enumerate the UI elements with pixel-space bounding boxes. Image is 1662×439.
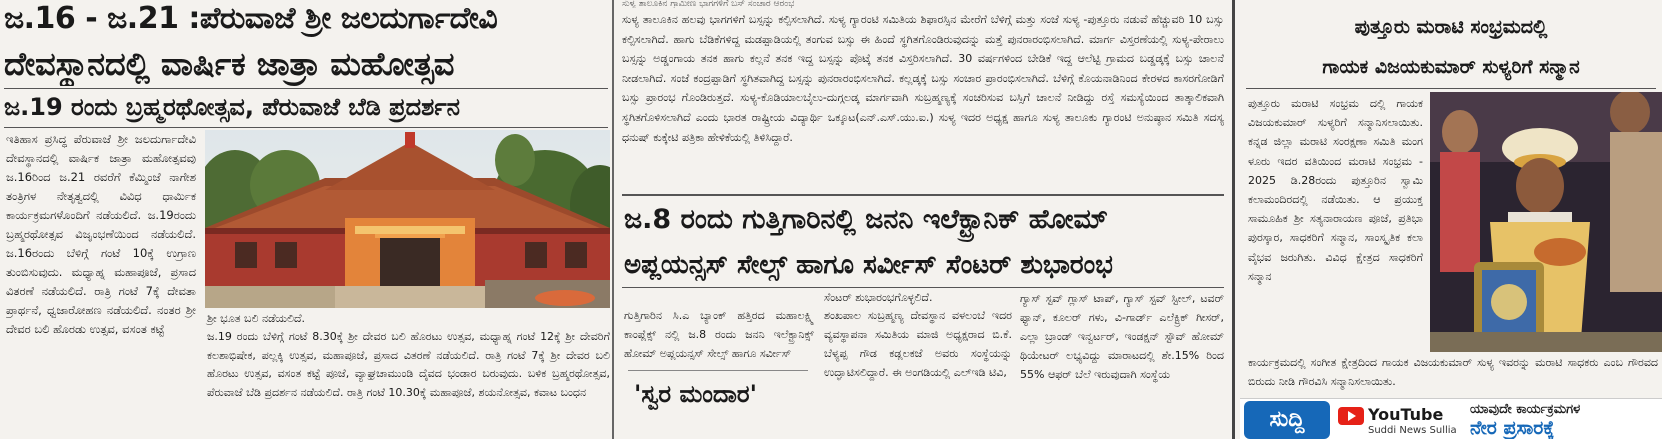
banner-tagline-1: ಯಾವುದೇ ಕಾರ್ಯಕ್ರಮಗಳ bbox=[1470, 402, 1581, 417]
headline-2: ದೇವಸ್ಥಾನದಲ್ಲಿ ವಾರ್ಷಿಕ ಜಾತ್ರಾ ಮಹೋತ್ಸವ bbox=[4, 45, 455, 83]
clipped-headline: ಸುಳ್ಯ ತಾಲೂಕಿನ ಗ್ರಾಮೀಣ ಭಾಗಗಳಿಗೆ ಬಸ್ ಸಂಚಾರ ಆರಂಭ bbox=[622, 0, 795, 8]
banner-tagline-2: ನೇರ ಪ್ರಸಾರಕ್ಕೆ bbox=[1470, 417, 1555, 439]
article-body-continued: ಕಾರ್ಯಕ್ರಮದಲ್ಲಿ ಸಂಗೀತ ಕ್ಷೇತ್ರದಿಂದ ಗಾಯಕ ವಿಜಯಕುಮಾರ್ ಸುಳ್ಯ ಇವರನ್ನು ಮರಾಟಿ ಸಾಧಕರು ಎಂಬ ಗೌರವದ ಬಿರುದು ನೀಡಿ ಗೌರವಿಸಿ ಸನ್ಮಾನಿಸಲಾಯಿತು. bbox=[1248, 356, 1658, 388]
temple-festival-article bbox=[0, 0, 612, 439]
temple-photo bbox=[205, 130, 610, 308]
felicitation-article bbox=[1240, 0, 1662, 439]
felicitation-photo bbox=[1430, 92, 1662, 352]
suddi-logo: ಸುದ್ದಿ bbox=[1244, 401, 1330, 439]
youtube-play-icon bbox=[1338, 407, 1364, 425]
subheadline: ಜ.19 ರಂದು ಬ್ರಹ್ಮರಥೋತ್ಸವ, ಪೆರುವಾಜೆ ಬೆಡಿ ಪ್ರದರ್ಶನ bbox=[4, 93, 461, 121]
column-divider bbox=[612, 0, 614, 439]
column-divider bbox=[1232, 0, 1235, 439]
electronics-article-col2: ಶಂಖಪಾಲ ಸುಬ್ರಹ್ಮಣ್ಯ ದೇವಸ್ಥಾನ ವಳಲಂಬೆ ಇದರ ವ್ಯವಸ್ಥಾಪನಾ ಸಮಿತಿಯ ಮಾಜಿ ಅಧ್ಯಕ್ಷರಾದ ಬಿ.ಕೆ. ಬೆಳ್ಯಪ್ಪ ಗೌಡ ಕಡ್ಲಲಕಜೆ ಅವರು ಸಂಸ್ಥೆಯನ್ನು ಉದ್ಘಾಟಿಸಲಿದ್ದಾರೆ. ಈ ಅಂಗಡಿಯಲ್ಲಿ ಎಲ್ಇಡಿ ಟಿವಿ, bbox=[824, 309, 1012, 379]
divider bbox=[4, 127, 608, 128]
youtube-label: YouTube bbox=[1368, 405, 1444, 424]
electronics-headline-2: ಅಪ್ಲಯನ್ಸಸ್ ಸೇಲ್ಸ್ ಹಾಗೂ ಸರ್ವೀಸ್ ಸೆಂಟರ್ ಶುಭಾರಂಭ bbox=[624, 250, 1113, 280]
electronics-article-col1: ಗುತ್ತಿಗಾರಿನ ಸಿ.ಎ ಬ್ಯಾಂಕ್ ಹತ್ತಿರದ ಮಹಾಲಕ್ಷ್ಮಿ ಕಾಂಪ್ಲೆಕ್ಸ್ ನಲ್ಲಿ ಜ.8 ರಂದು ಜನನಿ ಇಲೆಕ್ಟ್ರಾನಿಕ್ಸ್ ಹೋಮ್ ಅಪ್ಲಯನ್ಸಸ್ ಸೇಲ್ಸ್ ಹಾಗೂ ಸರ್ವೀಸ್ bbox=[624, 309, 814, 360]
photo-caption: ಶ್ರೀ ಭೂತ ಬಲಿ ನಡೆಯಲಿದೆ. bbox=[207, 312, 306, 325]
article-body: ಇತಿಹಾಸ ಪ್ರಸಿದ್ಧ ಪೆರುವಾಜೆ ಶ್ರೀ ಜಲದುರ್ಗಾದೇವಿ ದೇವಸ್ಥಾನದಲ್ಲಿ ವಾರ್ಷಿಕ ಜಾತ್ರಾ ಮಹೋತ್ಸವವು ಜ.16ರಿಂದ ಜ.21 ರವರೆಗೆ ಕೆಮ್ಮಿಂಜೆ ನಾಗೇಶ ತಂತ್ರಿಗಳ ನೇತೃತ್ವದಲ್ಲಿ ವಿವಿಧ ಧಾರ್ಮಿಕ ಕಾರ್ಯಕ್ರಮಗಳೊಂದಿಗೆ ನಡೆಯಲಿದೆ. ಜ.19ರಂದು ಬ್ರಹ್ಮರಥೋತ್ಸವ ವಿಜೃಂಭಣೆಯಿಂದ ನಡೆಯಲಿದೆ. ಜ.16ರಂದು ಬೆಳಿಗ್ಗೆ ಗಂಟೆ 10ಕ್ಕೆ ಉಗ್ರಾಣ ತುಂಬಿಸುವುದು. ಮಧ್ಯಾಹ್ನ ಮಹಾಪೂಜೆ, ಪ್ರಸಾದ ವಿತರಣೆ ನಡೆಯಲಿದೆ. ರಾತ್ರಿ ಗಂಟೆ 7ಕ್ಕೆ ದೇವತಾ ಪ್ರಾರ್ಥನೆ, ಧ್ವಜಾರೋಹಣ ನಡೆಯಲಿದೆ. ನಂತರ ಶ್ರೀ ದೇವರ ಬಲಿ ಹೊರಡು ಉತ್ಸವ, ವಸಂತ ಕಟ್ಟೆ bbox=[6, 132, 196, 336]
electronics-article-col2-top: ಸೆಂಟರ್ ಶುಭಾರಂಭಗೊಳ್ಳಲಿದೆ. bbox=[824, 291, 933, 304]
article-body-continued: ಜ.19 ರಂದು ಬೆಳಿಗ್ಗೆ ಗಂಟೆ 8.30ಕ್ಕೆ ಶ್ರೀ ದೇವರ ಬಲಿ ಹೊರಟು ಉತ್ಸವ, ಮಧ್ಯಾಹ್ನ ಗಂಟೆ 12ಕ್ಕೆ ಶ್ರೀ ದೇವರಿಗೆ ಕಲಶಾಭಿಷೇಕ, ಪಲ್ಲಕ್ಕಿ ಉತ್ಸವ, ಮಹಾಪೂಜೆ, ಪ್ರಸಾದ ವಿತರಣೆ ನಡೆಯಲಿದೆ. ರಾತ್ರಿ ಗಂಟೆ 7ಕ್ಕೆ ಶ್ರೀ ದೇವರ ಬಲಿ ಹೊರಟು ಉತ್ಸವ, ವಸಂತ ಕಟ್ಟೆ ಪೂಜೆ, ವ್ಯಾಘ್ರಚಾಮುಂಡಿ ದೈವದ ಭಂಡಾರ ಬರುವುದು. ಬಳಿಕ ಬ್ರಹ್ಮರಥೋತ್ಸವ, ಪೆರುವಾಜೆ ಬೆಡಿ ಪ್ರದರ್ಶನ ನಡೆಯಲಿದೆ. ರಾತ್ರಿ ಗಂಟೆ 10.30ಕ್ಕೆ ಮಹಾಪೂಜೆ, ಶಯನೋತ್ಸವ, ಕವಾಟ ಬಂಧನ bbox=[207, 330, 610, 399]
divider bbox=[1246, 88, 1656, 89]
suddi-news-banner bbox=[1240, 398, 1662, 439]
electronics-headline-1: ಜ.8 ರಂದು ಗುತ್ತಿಗಾರಿನಲ್ಲಿ ಜನನಿ ಇಲೆಕ್ಟ್ರಾನಿಕ್ ಹೋಮ್ bbox=[624, 204, 1108, 235]
divider bbox=[622, 287, 1224, 288]
youtube-channel-name: Suddi News Sullia bbox=[1368, 425, 1457, 436]
middle-column bbox=[618, 0, 1228, 439]
headline-2: ಗಾಯಕ ವಿಜಯಕುಮಾರ್ ಸುಳ್ಯರಿಗೆ ಸನ್ಮಾನ bbox=[1322, 56, 1580, 78]
youtube-badge bbox=[1334, 401, 1464, 439]
electronics-article-col3: ಗ್ಯಾಸ್ ಸ್ಟವ್ ಗ್ಲಾಸ್ ಟಾಪ್, ಗ್ಯಾಸ್ ಸ್ಟವ್ ಸ್ಟೀಲ್, ಟವರ್ ಫ್ಯಾನ್, ಕೂಲರ್ ಗಳು, ವಿ-ಗಾರ್ಡ್ ಎಲೆಕ್ಟ್ರಿಕ್ ಗೀಸರ್, ಎಲ್ಲಾ ಬ್ರಾಂಡ್ ಇನ್ವರ್ಟರ್, ಇಂಡಕ್ಷನ್ ಸ್ಟೌವ್ ಹೋಮ್ ಥಿಯೇಟರ್ ಲಭ್ಯವಿದ್ದು ಮಾರಾಟದಲ್ಲಿ ಶೇ.15% ರಿಂದ 55% ಆಫರ್ ಬೆಲೆ ಇರುವುದಾಗಿ ಸಂಸ್ಥೆಯ bbox=[1020, 292, 1224, 381]
headline-1: ಪುತ್ತೂರು ಮರಾಟಿ ಸಂಭ್ರಮದಲ್ಲಿ bbox=[1354, 16, 1548, 38]
article-body: ಪುತ್ತೂರು ಮರಾಟಿ ಸಂಭ್ರಮ ದಲ್ಲಿ ಗಾಯಕ ವಿಜಯಕುಮಾರ್ ಸುಳ್ಯರಿಗೆ ಸನ್ಮಾನಿಸಲಾಯಿತು. ಕನ್ನಡ ಜಿಲ್ಲಾ ಮರಾಟಿ ಸಂರಕ್ಷಣಾ ಸಮಿತಿ ಮಂಗ ಳೂರು ಇದರ ವತಿಯಿಂದ ಮರಾಟಿ ಸಂಭ್ರಮ - 2025 ಡಿ.28ರಂದು ಪುತ್ತೂರಿನ ಸ್ವಾಮಿ ಕಲಾಮಂದಿರದಲ್ಲಿ ನಡೆಯಿತು. ಆ ಪ್ರಯುಕ್ತ ಸಾಮೂಹಿಕ ಶ್ರೀ ಸತ್ಯನಾರಾಯಣ ಪೂಜೆ, ಪ್ರತಿಭಾ ಪುರಸ್ಕಾರ, ಸಾಧಕರಿಗೆ ಸನ್ಮಾನ, ಸಾಂಸ್ಕೃತಿಕ ಕಲಾ ವೈಭವ ಜರುಗಿತು. ವಿವಿಧ ಕ್ಷೇತ್ರದ ಸಾಧಕರಿಗೆ ಸನ್ಮಾನ bbox=[1248, 97, 1423, 283]
swara-mandara-article bbox=[628, 370, 808, 439]
divider bbox=[4, 88, 608, 89]
bus-service-article-body: ಸುಳ್ಯ ತಾಲೂಕಿನ ಹಲವು ಭಾಗಗಳಿಗೆ ಬಸ್ಸನ್ನು ಕಲ್ಪಿಸಲಾಗಿದೆ. ಸುಳ್ಯ ಗ್ಯಾರಂಟಿ ಸಮಿತಿಯ ಶಿಫಾರಸ್ಸಿನ ಮೇರೆಗೆ ಬೆಳಿಗ್ಗೆ ಮತ್ತು ಸಂಜೆ ಸುಳ್ಯ -ಪುತ್ತೂರು ನಡುವೆ ಹೆಚ್ಚುವರಿ 10 ಬಸ್ಸು ಕಲ್ಪಿಸಲಾಗಿದೆ. ಹಾಗು ಬೆಡಿಕೆಗಳಿದ್ದ ಮಡಪ್ಪಾಡಿಯಲ್ಲಿ ತಂಗುವ ಬಸ್ಸು ಈ ಹಿಂದೆ ಸ್ಥಗಿತಗೊಂಡಿರುವುದನ್ನು ಮತ್ತೆ ಪುನರಾರಂಭಿಸಲಾಗಿದೆ. ಮಾರ್ಗ ವಿಸ್ತರಣೆಯಲ್ಲಿ ಸುಳ್ಯ-ಪೇರಾಲು ಬಸ್ಸನ್ನು ಅಡ್ಡಂಗಾಯ ತನಕ ಹಾಗು ಕಲ್ಲನೆ ತನಕ ಇದ್ದ ಬಸ್ಸನ್ನು ಪೊಟ್ಕೆ ತನಕ ವಿಸ್ತರಿಸಲಾಗಿದೆ. 30 ವರ್ಷಗಳಿಂದ ಬೇಡಿಕೆ ಇದ್ದ ಆಲೆಟ್ಟಿ ಗ್ರಾಮದ ಬಡ್ಡಡ್ಕಕ್ಕೆ ಬಸ್ಸು ಚಾಲನೆ ನೀಡಲಾಗಿದೆ. ಸಂಜೆ ಕಂದ್ರಪ್ಪಾಡಿಗೆ ಸ್ಥಗಿತವಾಗಿದ್ದ ಬಸ್ಸನ್ನು ಪುನರಾರಂಭಿಸಲಾಗಿದೆ. ಕಲ್ಲಡ್ಕಕ್ಕೆ ಬಸ್ಸು ಸಂಚಾರ ಪ್ರಾರಂಭಿಸಲಾಗಿದೆ. ಬೆಳಿಗ್ಗೆ ಕೊಯನಾಡಿನಿಂದ ಕೇರಳದ ಕಾಸರಗೋಡಿಗೆ ಬಸ್ಸು ಪ್ರಾರಂಭ ಗೊಂಡಿರುತ್ತದೆ. ಸುಳ್ಯ-ಕೊಡಿಯಾಲಬೈಲು-ದುಗ್ಗಲಡ್ಕ ಮಾರ್ಗವಾಗಿ ಸುಬ್ರಹ್ಮಣ್ಯಕ್ಕೆ ಸಂಚರಿಸುವ ಬಸ್ಸಿಗೆ ಚಾಲನೆ ನೀಡಿದ್ದು ರಸ್ತೆ ಸಮಸ್ಯೆಯಿಂದ ತಾತ್ಕಾಲಿಕವಾಗಿ ಸ್ಥಗಿತಗೊಳಿಸಲಾಗಿದೆ ಎಂದು ಭಾರತ ರಾಷ್ಟ್ರೀಯ ವಿದ್ಯಾರ್ಥಿ ಒಕ್ಕೂಟ(ಎನ್.ಎಸ್.ಯು.ಐ.) ಸುಳ್ಯ ಇದರ ಅಧ್ಯಕ್ಷ ಹಾಗೂ ಸುಳ್ಯ ತಾಲೂಕು ಗ್ಯಾರಂಟಿ ಅನುಷ್ಠಾನ ಸಮಿತಿ ಸದಸ್ಯ ಧನುಷ್ ಕುಕ್ಕೇಟಿ ಪತ್ರಿಕಾ ಹೇಳಿಕೆಯಲ್ಲಿ ತಿಳಿಸಿದ್ದಾರೆ. bbox=[622, 13, 1224, 144]
divider bbox=[622, 194, 1224, 196]
headline-1: ಜ.16 - ಜ.21 :ಪೆರುವಾಜೆ ಶ್ರೀ ಜಲದುರ್ಗಾದೇವಿ bbox=[4, 1, 498, 36]
swara-mandara-headline: 'ಸ್ವರ ಮಂದಾರ' bbox=[634, 380, 757, 408]
